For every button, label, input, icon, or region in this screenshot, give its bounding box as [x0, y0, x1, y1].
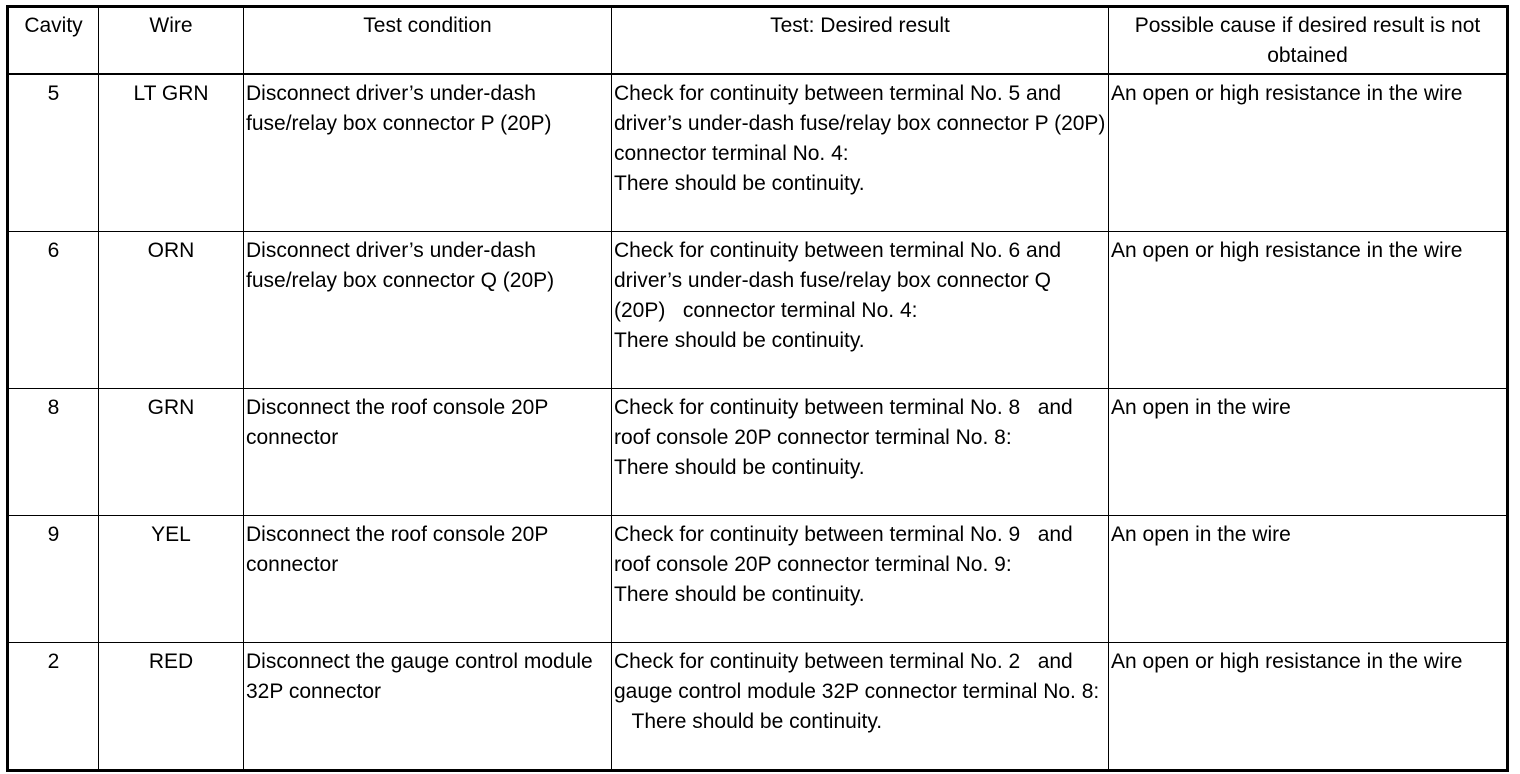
desired-result-cell: Check for continuity between terminal No. 9 and roof console 20P connector terminal No. 9: There should be continuity. — [612, 515, 1109, 642]
diagnostic-table — [6, 5, 1509, 772]
wire-cell: LT GRN — [99, 74, 244, 231]
cavity-cell: 6 — [8, 231, 99, 388]
cavity-cell: 9 — [8, 515, 99, 642]
header-test-condition: Test condition — [244, 7, 612, 75]
table-row — [8, 74, 1508, 231]
table-row — [8, 642, 1508, 770]
possible-cause-cell: An open in the wire — [1109, 388, 1508, 515]
wire-cell: RED — [99, 642, 244, 770]
table-row — [8, 388, 1508, 515]
test-condition-cell: Disconnect the roof console 20P connector — [244, 515, 612, 642]
possible-cause-cell: An open or high resistance in the wire — [1109, 642, 1508, 770]
possible-cause-cell: An open or high resistance in the wire — [1109, 74, 1508, 231]
test-condition-cell: Disconnect the gauge control module 32P connector — [244, 642, 612, 770]
desired-result-cell: Check for continuity between terminal No. 2 and gauge control module 32P connector terminal No. 8: There should be continuity. — [612, 642, 1109, 770]
test-condition-cell: Disconnect the roof console 20P connector — [244, 388, 612, 515]
header-cavity: Cavity — [8, 7, 99, 75]
desired-result-cell: Check for continuity between terminal No. 6 and driver’s under-dash fuse/relay box connector Q (20P) connector terminal No. 4: There should be continuity. — [612, 231, 1109, 388]
cavity-cell: 2 — [8, 642, 99, 770]
desired-result-cell: Check for continuity between terminal No. 8 and roof console 20P connector terminal No. 8: There should be continuity. — [612, 388, 1109, 515]
header-desired-result: Test: Desired result — [612, 7, 1109, 75]
wire-cell: ORN — [99, 231, 244, 388]
test-condition-cell: Disconnect driver’s under-dash fuse/relay box connector Q (20P) — [244, 231, 612, 388]
header-possible-cause: Possible cause if desired result is not obtained — [1109, 7, 1508, 75]
table-row — [8, 515, 1508, 642]
test-condition-cell: Disconnect driver’s under-dash fuse/relay box connector P (20P) — [244, 74, 612, 231]
cavity-cell: 5 — [8, 74, 99, 231]
header-wire: Wire — [99, 7, 244, 75]
wire-cell: YEL — [99, 515, 244, 642]
cavity-cell: 8 — [8, 388, 99, 515]
table-header-row — [8, 7, 1508, 75]
table-row — [8, 231, 1508, 388]
desired-result-cell: Check for continuity between terminal No. 5 and driver’s under-dash fuse/relay box connector P (20P) connector terminal No. 4: There should be continuity. — [612, 74, 1109, 231]
possible-cause-cell: An open in the wire — [1109, 515, 1508, 642]
wire-cell: GRN — [99, 388, 244, 515]
possible-cause-cell: An open or high resistance in the wire — [1109, 231, 1508, 388]
